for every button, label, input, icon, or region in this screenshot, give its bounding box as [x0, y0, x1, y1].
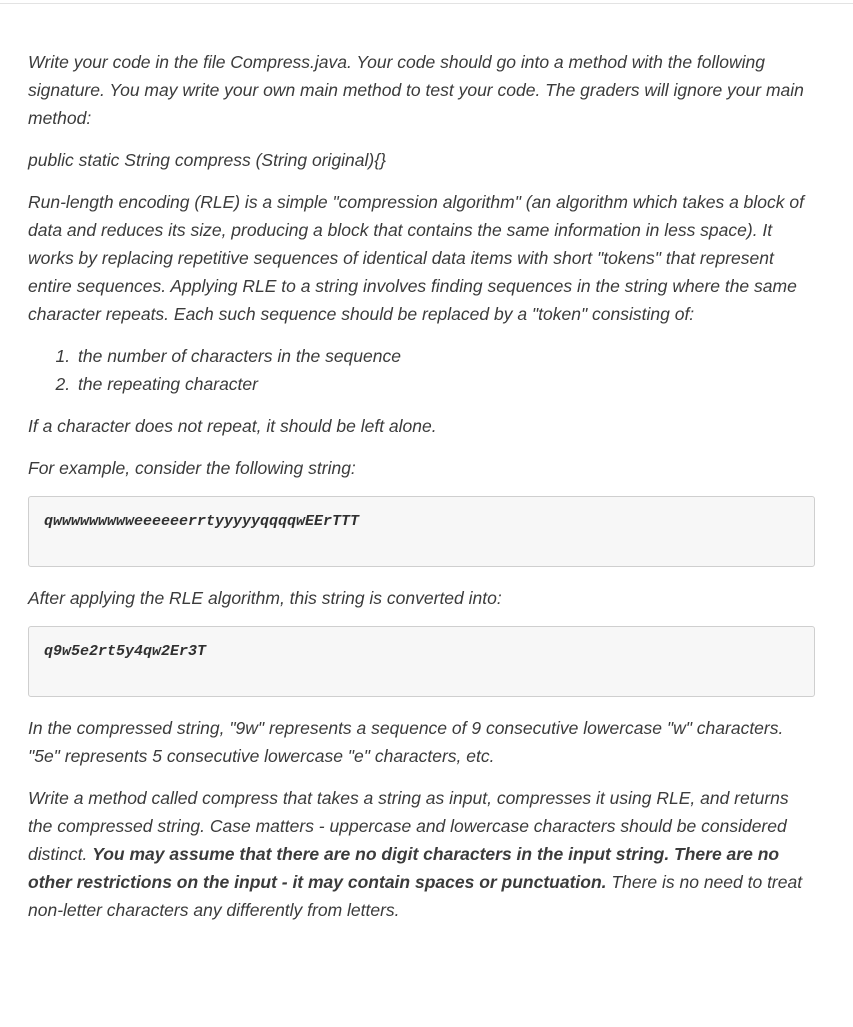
- example-input-code-block: [28, 496, 815, 567]
- task-text-start: Write a method called compress that takes a string as input, compresses it using RLE, and returns the compressed string. Case matters - uppercase and lowercase characters should be considered distinct.: [28, 788, 789, 864]
- token-parts-list: [28, 342, 815, 398]
- no-repeat-note: If a character does not repeat, it should be left alone.: [28, 416, 437, 436]
- task-paragraph: [28, 784, 815, 924]
- token-list-item-2: 2. the repeating character: [75, 370, 815, 398]
- task-text-end: There is no need to treat non-letter characters any differently from letters.: [28, 872, 803, 920]
- example-intro: For example, consider the following string:: [28, 458, 356, 478]
- assignment-content: [0, 4, 853, 968]
- method-signature: public static String compress (String original){}: [28, 150, 386, 170]
- explanation-paragraph: In the compressed string, "9w" represents a sequence of 9 consecutive lowercase "w" characters. "5e" represents 5 consecutive lowercase "e" characters, etc.: [28, 718, 784, 766]
- after-rle-paragraph: After applying the RLE algorithm, this string is converted into:: [28, 588, 502, 608]
- task-text-bold-constraint: You may assume that there are no digit characters in the input string. There are no other restrictions on the input - it may contain spaces or punctuation.: [28, 844, 780, 892]
- example-output-code-block: [28, 626, 815, 697]
- token-list-item-1: 1. the number of characters in the sequence: [75, 342, 815, 370]
- intro-paragraph: Write your code in the file Compress.java. Your code should go into a method with the following signature. You may write your own main method to test your code. The graders will ignore your main method:: [28, 52, 804, 128]
- assignment-page: [0, 3, 853, 1027]
- rle-description-paragraph: Run-length encoding (RLE) is a simple "compression algorithm" (an algorithm which takes a block of data and reduces its size, producing a block that contains the same information in less space). It works by replacing repetitive sequences of identical data items with short "tokens" that represent entire sequences. Applying RLE to a string involves finding sequences in the string where the same character repeats. Each such sequence should be replaced by a "token" consisting of:: [28, 192, 804, 324]
- example-output-string: q9w5e2rt5y4qw2Er3T: [44, 643, 207, 660]
- example-input-string: qwwwwwwwwweeeeeerrtyyyyyqqqqwEErTTT: [44, 513, 360, 530]
